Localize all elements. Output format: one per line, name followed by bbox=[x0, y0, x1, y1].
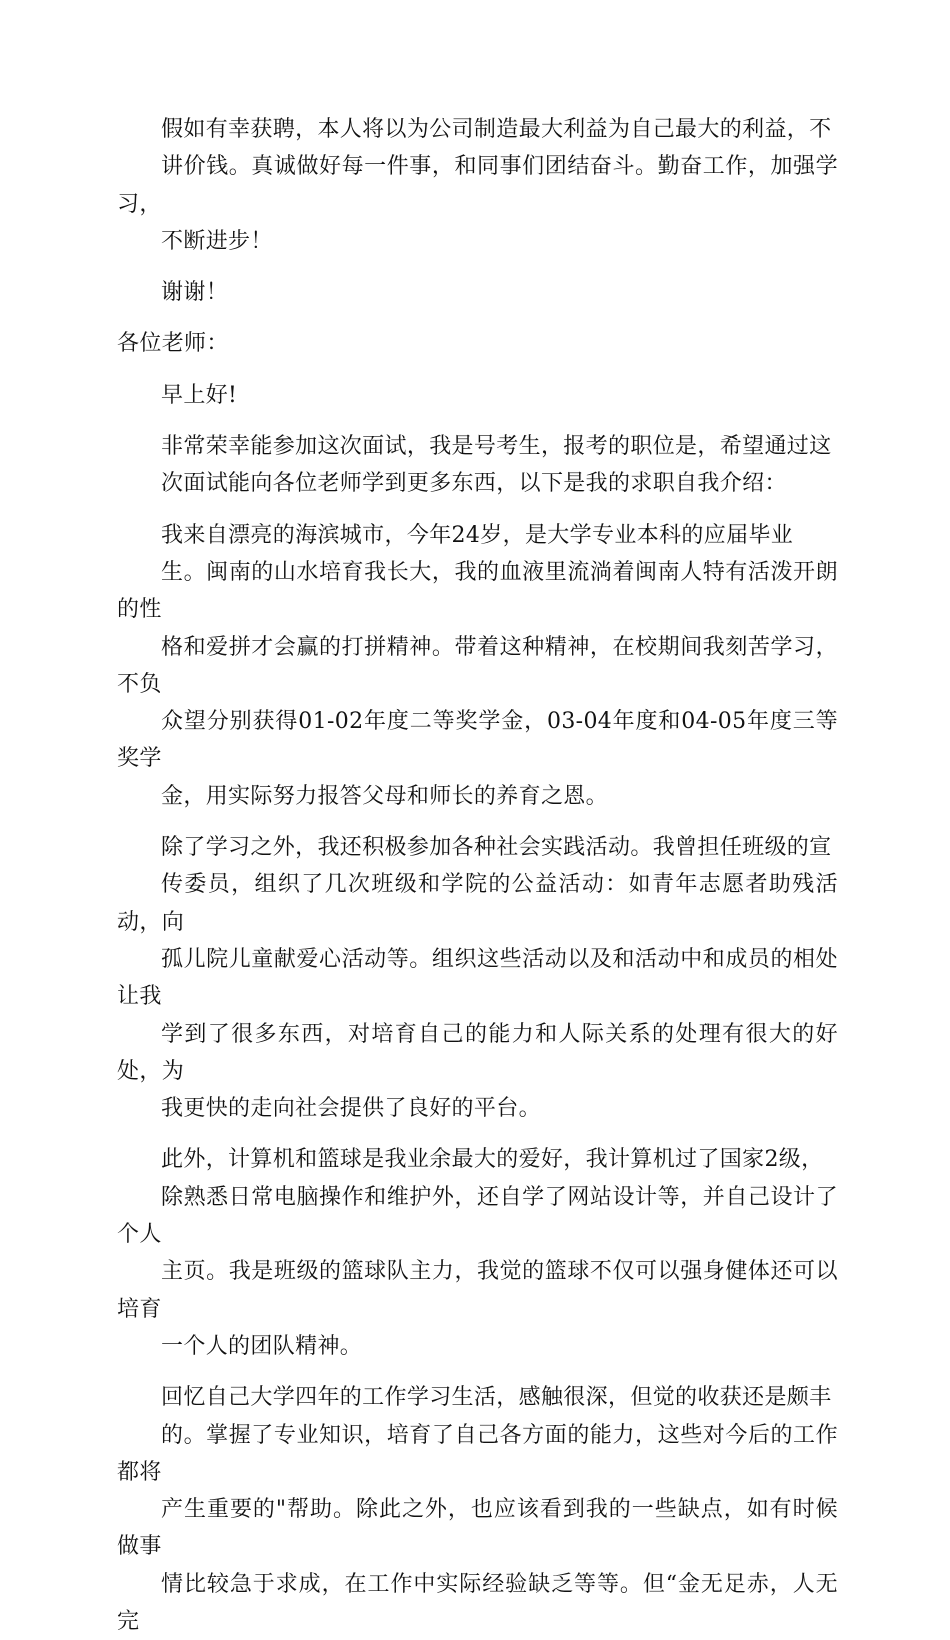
text-line: 产生重要的"帮助。除此之外，也应该看到我的一些缺点，如有时候做事 bbox=[117, 1497, 838, 1560]
text-line: 传委员，组织了几次班级和学院的公益活动：如青年志愿者助残活动，向 bbox=[117, 872, 838, 935]
text-line: 次面试能向各位老师学到更多东西，以下是我的求职自我介绍： bbox=[161, 471, 787, 497]
text-line: 的。掌握了专业知识，培育了自己各方面的能力，这些对今后的工作都将 bbox=[117, 1422, 838, 1485]
text-line: 讲价钱。真诚做好每一件事，和同事们团结奋斗。勤奋工作，加强学习， bbox=[117, 154, 838, 217]
text-line: 我更快的走向社会提供了良好的平台。 bbox=[161, 1096, 541, 1122]
body-paragraph bbox=[117, 274, 838, 311]
text-line: 生。闽南的山水培育我长大，我的血液里流淌着闽南人特有活泼开朗的性 bbox=[117, 559, 838, 623]
text-line: 一个人的团队精神。 bbox=[161, 1333, 363, 1359]
text-line: 非常荣幸能参加这次面试，我是号考生，报考的职位是，希望通过这 bbox=[161, 434, 832, 460]
body-paragraph bbox=[117, 428, 838, 503]
text-line: 除了学习之外，我还积极参加各种社会实践活动。我曾担任班级的宣 bbox=[161, 835, 832, 861]
text-line: 不断进步！ bbox=[161, 228, 273, 254]
body-paragraph bbox=[117, 517, 838, 815]
text-line: 各位老师： bbox=[117, 331, 229, 357]
text-line: 我来自漂亮的海滨城市，今年24岁，是大学专业本科的应届毕业 bbox=[161, 522, 794, 548]
text-line: 众望分别获得01-02年度二等奖学金，03-04年度和04-05年度三等奖学 bbox=[117, 709, 838, 772]
text-line: 假如有幸获聘，本人将以为公司制造最大利益为自己最大的利益，不 bbox=[161, 117, 832, 142]
text-line: 情比较急于求成，在工作中实际经验缺乏等等。但“金无足赤，人无完 bbox=[117, 1571, 838, 1634]
text-line: 谢谢！ bbox=[161, 280, 229, 306]
text-line: 格和爱拼才会赢的打拼精神。带着这种精神，在校期间我刻苦学习，不负 bbox=[117, 634, 838, 697]
text-line: 回忆自己大学四年的工作学习生活，感触很深，但觉的收获还是颇丰 bbox=[161, 1385, 832, 1411]
document-body bbox=[117, 111, 838, 1640]
body-paragraph bbox=[117, 377, 838, 414]
text-line: 早上好! bbox=[161, 382, 238, 408]
text-line: 学到了很多东西，对培育自己的能力和人际关系的处理有很大的好处，为 bbox=[117, 1021, 838, 1084]
body-paragraph bbox=[117, 1141, 838, 1365]
text-line: 孤儿院儿童献爱心活动等。组织这些活动以及和活动中和成员的相处让我 bbox=[117, 946, 838, 1010]
text-line: 除熟悉日常电脑操作和维护外，还自学了网站设计等，并自己设计了个人 bbox=[117, 1184, 838, 1248]
salutation-paragraph bbox=[117, 325, 838, 362]
body-paragraph bbox=[117, 829, 838, 1127]
body-paragraph bbox=[117, 1379, 838, 1640]
body-paragraph bbox=[117, 111, 838, 260]
text-line: 此外，计算机和篮球是我业余最大的爱好，我计算机过了国家2级， bbox=[161, 1147, 824, 1173]
text-line: 主页。我是班级的篮球队主力，我觉的篮球不仅可以强身健体还可以培育 bbox=[117, 1259, 838, 1322]
text-line: 金，用实际努力报答父母和师长的养育之恩。 bbox=[161, 783, 609, 809]
